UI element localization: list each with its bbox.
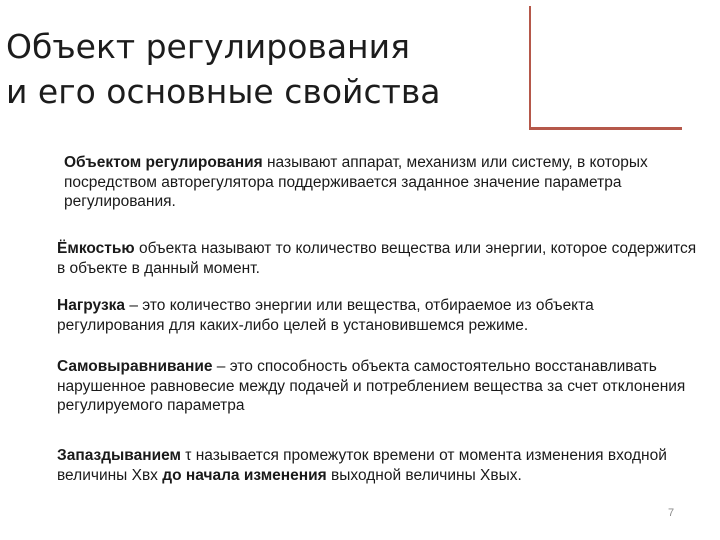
definition-text: – это количество энергии или вещества, отбираемое из объекта регулирования для каких-либо целей в установившемся режиме. — [57, 297, 594, 334]
definition-term: Самовыравнивание — [57, 358, 213, 375]
page-number: 7 — [668, 507, 675, 519]
definition-text: объекта называют то количество вещества или энергии, которое содержится в объекте в данный момент. — [57, 240, 697, 277]
title-line-2: и его основные свойства — [6, 72, 441, 111]
definition-control-object — [64, 153, 694, 212]
tau-symbol: τ — [181, 447, 192, 464]
definition-self-regulation — [57, 357, 697, 416]
accent-rule-vertical — [529, 6, 531, 129]
definition-term: Ёмкостью — [57, 240, 135, 257]
definition-term: Нагрузка — [57, 297, 126, 314]
definition-capacity — [57, 239, 697, 278]
title-line-1: Объект регулирования — [6, 27, 410, 66]
accent-rule-horizontal — [529, 127, 682, 130]
slide-title — [6, 24, 526, 114]
definition-term: Объектом регулирования — [64, 154, 263, 171]
definition-text: называется промежуток времени от момента изменения входной величины Хвх — [57, 447, 667, 484]
definition-text: называют аппарат, механизм или систему, в которых посредством авторегулятора поддерживается заданное значение параметра регулирования. — [64, 154, 648, 210]
definition-text: – это способность объекта самостоятельно восстанавливать нарушенное равновесие между подачей и потреблением вещества за счет отклонения регулируемого параметра — [57, 358, 686, 414]
definition-term: Запаздыванием — [57, 447, 181, 464]
definition-delay — [57, 446, 697, 485]
definition-text-end: выходной величины Хвых. — [326, 466, 522, 484]
definition-load — [57, 296, 697, 335]
definition-emphasis: до начала изменения — [162, 466, 327, 484]
